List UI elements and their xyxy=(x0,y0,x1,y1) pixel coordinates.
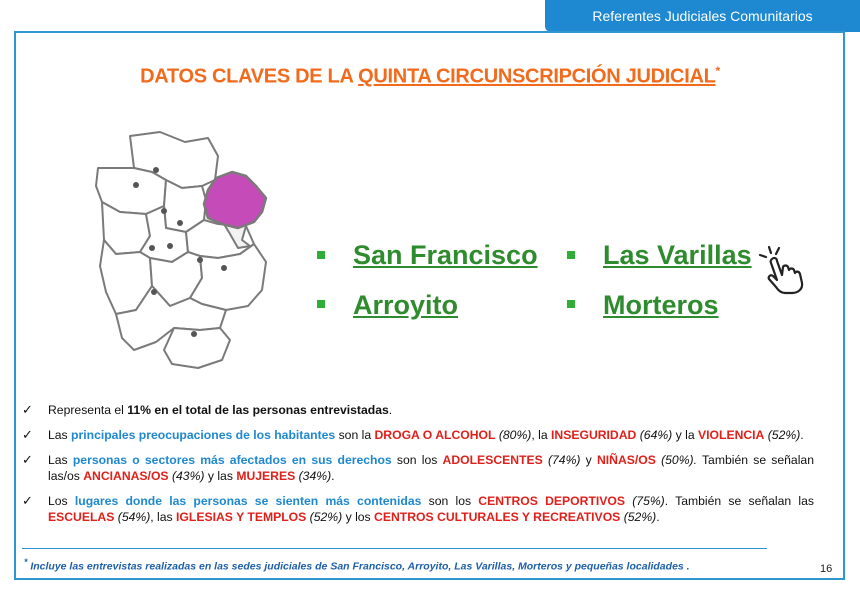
city-san-francisco: San Francisco xyxy=(353,240,538,270)
page-title xyxy=(0,64,860,89)
title-underlined: QUINTA CIRCUNSCRIPCIÓN JUDICIAL xyxy=(358,65,716,88)
cordoba-districts-map-icon xyxy=(90,128,280,373)
footnote-divider xyxy=(22,548,767,549)
city-arroyito: Arroyito xyxy=(353,290,459,320)
finding-text: Representa el 11% en el total de las personas entrevistadas. xyxy=(48,403,393,417)
footnote-text: Incluye las entrevistas realizadas en las sedes judiciales de San Francisco, Arroyito, Las Varillas, Morteros y pequeñas localidades . xyxy=(27,560,690,573)
check-icon: ✓ xyxy=(22,493,33,508)
check-icon: ✓ xyxy=(22,402,33,417)
green-square-bullet-icon xyxy=(317,251,325,259)
list-item xyxy=(22,493,814,525)
header-tab-label: Referentes Judiciales Comunitarios xyxy=(592,8,813,24)
list-item xyxy=(22,452,814,484)
finding-text: Las principales preocupaciones de los habitantes son la DROGA O ALCOHOL (80%), la INSEGURIDAD (64%) y la VIOLENCIA (52%). xyxy=(48,428,804,442)
check-icon: ✓ xyxy=(22,427,33,442)
city-morteros: Morteros xyxy=(603,290,719,320)
finding-text: Las personas o sectores más afectados en sus derechos son los ADOLESCENTES (74%) y NIÑAS/OS (50%). También se señalan las/os ANCIANAS/OS (43%) y las MUJERES (34%). xyxy=(48,453,814,483)
green-square-bullet-icon xyxy=(317,300,325,308)
title-asterisk: * xyxy=(715,64,720,78)
list-item xyxy=(22,427,814,443)
list-item xyxy=(22,402,814,418)
footnote-asterisk: * xyxy=(24,557,28,567)
page-number: 16 xyxy=(820,563,833,575)
title-prefix: DATOS CLAVES DE LA xyxy=(140,65,359,88)
green-square-bullet-icon xyxy=(567,251,575,259)
city-las-varillas: Las Varillas xyxy=(603,240,752,270)
key-findings-list xyxy=(22,402,814,534)
finding-text: Los lugares donde las personas se sienten más contenidas son los CENTROS DEPORTIVOS (75%). También se señalan las ESCUELAS (54%), las IGLESIAS Y TEMPLOS (52%) y los CENTROS CULTURALES Y RECREATIVOS (52%). xyxy=(48,494,814,524)
footnote xyxy=(24,557,690,573)
green-square-bullet-icon xyxy=(567,300,575,308)
check-icon: ✓ xyxy=(22,452,33,467)
pointing-hand-icon xyxy=(755,243,807,295)
header-tab xyxy=(545,0,860,32)
